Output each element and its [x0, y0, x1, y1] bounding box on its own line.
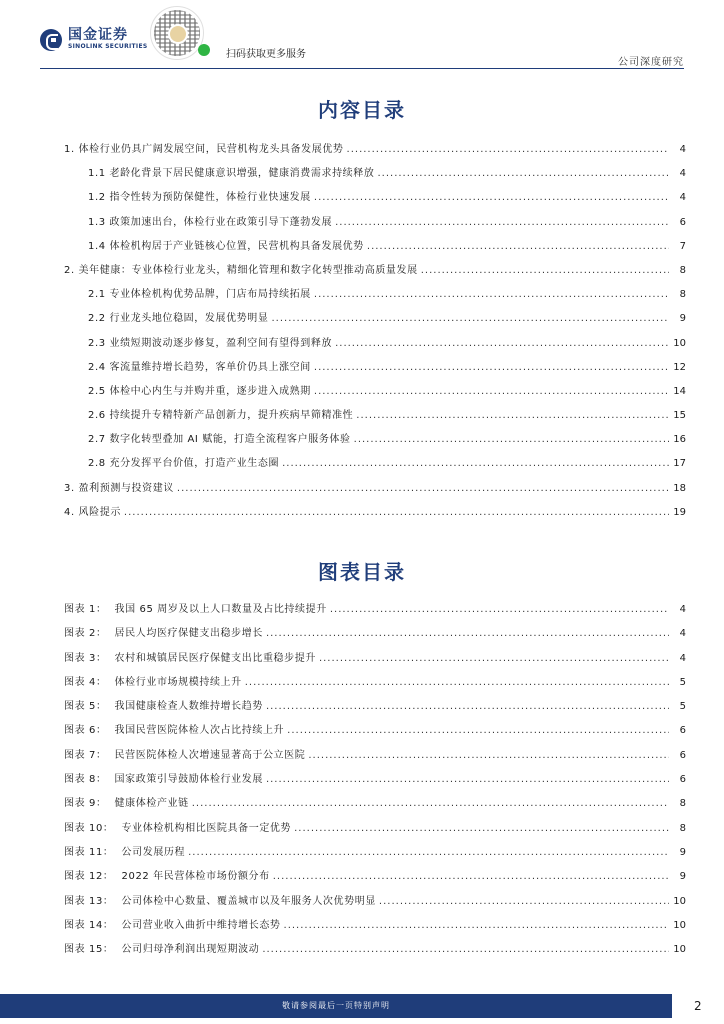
toc-entry-page: 16 [673, 434, 686, 446]
toc-entry[interactable] [64, 406, 686, 430]
figure-entry[interactable] [64, 819, 686, 843]
toc-entry-page: 17 [673, 458, 686, 470]
figure-entry-label: 图表 6： [64, 725, 107, 737]
figure-entry-label: 图表 2： [64, 628, 107, 640]
dot-leader [356, 410, 669, 421]
toc-entry-title: 2. 美年健康：专业体检行业龙头，精细化管理和数字化转型推动高质量发展 [64, 264, 418, 276]
figure-entry-label: 图表 14： [64, 919, 114, 931]
toc-entry-page: 19 [673, 506, 686, 518]
qr-code-icon[interactable] [150, 6, 204, 60]
company-name-en: SINOLINK SECURITIES [68, 43, 148, 50]
figure-entry-page: 9 [679, 871, 686, 883]
figure-entry-label: 图表 5： [64, 701, 107, 713]
dot-leader [314, 289, 669, 300]
sinolink-logo-icon [40, 29, 62, 51]
toc-list [64, 140, 686, 527]
scan-prompt: 扫码获取更多服务 [226, 49, 306, 60]
figure-entry-label: 图表 13： [64, 895, 114, 907]
toc-entry[interactable] [64, 479, 686, 503]
disclaimer-note: 敬请参阅最后一页特别声明 [282, 1001, 390, 1010]
figure-entry-page: 6 [679, 774, 686, 786]
figure-entry-label: 图表 7： [64, 749, 107, 761]
toc-entry[interactable] [64, 237, 686, 261]
figure-entry-title: 体检行业市场规模持续上升 [114, 676, 242, 688]
toc-entry[interactable] [64, 454, 686, 478]
figure-entry-label: 图表 15： [64, 944, 114, 956]
dot-leader [287, 725, 669, 736]
figure-entry[interactable] [64, 697, 686, 721]
toc-entry-title: 2.1 专业体检机构优势品牌，门店布局持续拓展 [88, 289, 311, 301]
dot-leader [266, 774, 669, 785]
toc-entry[interactable] [64, 309, 686, 333]
dot-leader [192, 798, 669, 809]
dot-leader [314, 386, 669, 397]
figure-entry-label: 图表 11： [64, 846, 114, 858]
figure-entry-page: 4 [679, 652, 686, 664]
company-name-cn: 国金证券 [68, 27, 128, 43]
toc-entry-title: 2.2 行业龙头地位稳固，发展优势明显 [88, 313, 269, 325]
toc-entry-title: 1. 体检行业仍具广阔发展空间，民营机构龙头具备发展优势 [64, 144, 344, 155]
figure-list [64, 600, 686, 964]
figure-entry-page: 9 [679, 846, 686, 858]
figure-entry-page: 8 [679, 798, 686, 810]
toc-entry[interactable] [64, 358, 686, 382]
toc-entry-page: 14 [673, 385, 686, 397]
dot-leader [262, 944, 669, 955]
toc-entry-page: 6 [679, 216, 686, 228]
toc-entry-title: 2.4 客流量维持增长趋势，客单价仍具上涨空间 [88, 361, 311, 373]
toc-entry[interactable] [64, 164, 686, 188]
figure-entry-label: 图表 3： [64, 652, 107, 664]
toc-entry-page: 12 [673, 361, 686, 373]
figure-entry-title: 公司发展历程 [121, 846, 186, 858]
toc-entry-title: 2.7 数字化转型叠加 AI 赋能，打造全流程客户服务体验 [88, 434, 351, 446]
company-logo [40, 28, 147, 51]
toc-entry-title: 3. 盈利预测与投资建议 [64, 482, 174, 494]
figure-entry-title: 我国民营医院体检人次占比持续上升 [114, 725, 285, 737]
figure-entry[interactable] [64, 770, 686, 794]
dot-leader [271, 313, 669, 324]
toc-entry-title: 2.5 体检中心内生与并购并重，逐步进入成熟期 [88, 385, 311, 397]
toc-entry-page: 9 [679, 313, 686, 325]
dot-leader [308, 750, 669, 761]
toc-entry[interactable] [64, 213, 686, 237]
toc-entry-page: 8 [679, 264, 686, 276]
figure-entry-page: 5 [679, 701, 686, 713]
figure-entry[interactable] [64, 600, 686, 624]
toc-entry-title: 4. 风险提示 [64, 506, 121, 518]
figure-entry-page: 4 [679, 628, 686, 640]
toc-entry-page: 4 [679, 144, 686, 155]
dot-leader [245, 677, 669, 688]
figure-entry-title: 居民人均医疗保健支出稳步增长 [114, 628, 263, 640]
figure-entry-page: 8 [679, 822, 686, 834]
figure-entry[interactable] [64, 649, 686, 673]
toc-entry[interactable] [64, 261, 686, 285]
toc-entry[interactable] [64, 188, 686, 212]
figure-entry-label: 图表 10： [64, 822, 114, 834]
dot-leader [335, 338, 669, 349]
toc-entry[interactable] [64, 285, 686, 309]
dot-leader [335, 217, 669, 228]
toc-entry-title: 1.1 老龄化背景下居民健康意识增强，健康消费需求持续释放 [88, 168, 375, 180]
toc-entry-title: 1.3 政策加速出台，体检行业在政策引导下蓬勃发展 [88, 216, 333, 228]
toc-entry[interactable] [64, 334, 686, 358]
toc-entry[interactable] [64, 382, 686, 406]
dot-leader [314, 192, 669, 203]
figure-entry-title: 国家政策引导鼓励体检行业发展 [114, 774, 263, 786]
toc-entry-page: 10 [673, 337, 686, 349]
toc-entry-page: 4 [679, 192, 686, 204]
dot-leader [347, 144, 669, 155]
figure-entry-title: 我国健康检查人数维持增长趋势 [114, 701, 263, 713]
figure-entry-title: 公司体检中心数量、覆盖城市以及年服务人次优势明显 [121, 895, 376, 907]
figure-entry-page: 4 [679, 604, 686, 615]
dot-leader [354, 434, 669, 445]
figure-list-title: 图表目录 [318, 560, 406, 584]
figure-entry[interactable] [64, 624, 686, 648]
figure-entry-page: 10 [673, 895, 686, 907]
figure-entry[interactable] [64, 746, 686, 770]
figure-entry[interactable] [64, 673, 686, 697]
dot-leader [367, 241, 669, 252]
figure-entry[interactable] [64, 794, 686, 818]
toc-entry-page: 7 [679, 240, 686, 252]
dot-leader [319, 653, 669, 664]
figure-entry-title: 农村和城镇居民医疗保健支出比重稳步提升 [114, 652, 316, 664]
figure-entry[interactable] [64, 892, 686, 916]
page-header [0, 0, 724, 70]
footer-bar [0, 994, 672, 1018]
figure-entry-label: 图表 9： [64, 798, 107, 810]
dot-leader [273, 871, 669, 882]
toc-entry-page: 18 [673, 482, 686, 494]
figure-entry-title: 我国 65 周岁及以上人口数量及占比持续提升 [114, 604, 327, 615]
dot-leader [294, 823, 669, 834]
dot-leader [282, 458, 669, 469]
figure-entry-page: 10 [673, 919, 686, 931]
figure-entry-label: 图表 12： [64, 871, 114, 883]
figure-entry-title: 健康体检产业链 [114, 798, 189, 810]
figure-entry[interactable] [64, 940, 686, 964]
figure-entry-label: 图表 1： [64, 604, 107, 615]
dot-leader [284, 920, 669, 931]
figure-entry-label: 图表 8： [64, 774, 107, 786]
dot-leader [266, 628, 669, 639]
figure-entry-page: 10 [673, 944, 686, 956]
figure-entry[interactable] [64, 843, 686, 867]
dot-leader [377, 168, 669, 179]
figure-entry[interactable] [64, 721, 686, 745]
dot-leader [188, 847, 669, 858]
figure-entry-title: 公司营业收入曲折中维持增长态势 [121, 919, 281, 931]
dot-leader [421, 265, 669, 276]
figure-entry-page: 5 [679, 676, 686, 688]
figure-entry[interactable] [64, 916, 686, 940]
toc-entry-page: 8 [679, 289, 686, 301]
toc-entry[interactable] [64, 503, 686, 527]
dot-leader [266, 701, 669, 712]
toc-entry-title: 1.4 体检机构居于产业链核心位置，民营机构具备发展优势 [88, 240, 364, 252]
dot-leader [124, 507, 669, 518]
page-footer [0, 994, 724, 1024]
report-type-label: 公司深度研究 [618, 57, 684, 68]
dot-leader [314, 362, 669, 373]
dot-leader [177, 483, 669, 494]
toc-entry-page: 4 [679, 168, 686, 180]
toc-entry-page: 15 [673, 410, 686, 422]
dot-leader [379, 896, 669, 907]
toc-title: 内容目录 [318, 98, 406, 122]
dot-leader [330, 604, 669, 615]
toc-entry[interactable] [64, 430, 686, 454]
figure-entry-page: 6 [679, 725, 686, 737]
figure-entry-title: 专业体检机构相比医院具备一定优势 [121, 822, 292, 834]
toc-entry-title: 2.3 业绩短期波动逐步修复，盈利空间有望得到释放 [88, 337, 333, 349]
toc-entry-title: 2.8 充分发挥平台价值，打造产业生态圈 [88, 458, 280, 470]
header-divider [40, 68, 684, 69]
wechat-icon [198, 44, 210, 56]
figure-entry-title: 公司归母净利润出现短期波动 [121, 944, 260, 956]
toc-entry-title: 2.6 持续提升专精特新产品创新力，提升疾病早筛精准性 [88, 410, 354, 422]
figure-entry-title: 2022 年民营体检市场份额分布 [121, 871, 270, 883]
figure-entry-title: 民营医院体检人次增速显著高于公立医院 [114, 749, 306, 761]
figure-entry-label: 图表 4： [64, 676, 107, 688]
page-number: 2 [694, 999, 702, 1013]
figure-entry-page: 6 [679, 749, 686, 761]
toc-entry[interactable] [64, 140, 686, 164]
toc-entry-title: 1.2 指令性转为预防保健性，体检行业快速发展 [88, 192, 311, 204]
figure-entry[interactable] [64, 867, 686, 891]
